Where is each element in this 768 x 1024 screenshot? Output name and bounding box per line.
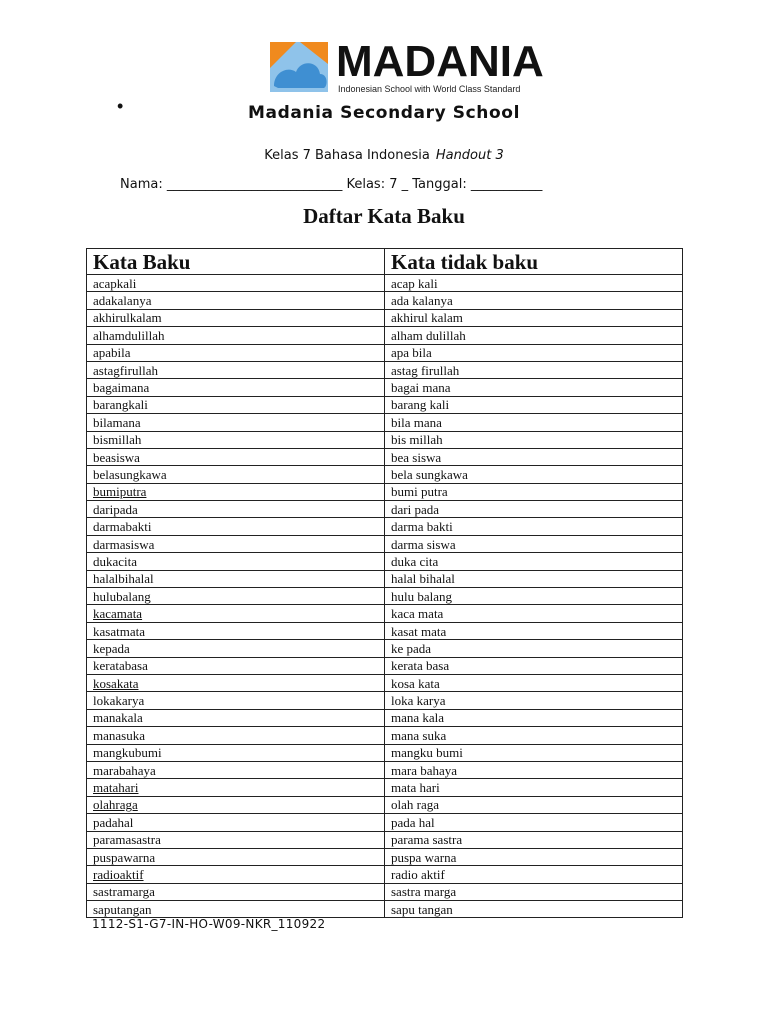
cell-kata-baku: halalbihalal [87,570,385,587]
cell-kata-baku: manakala [87,709,385,726]
vocabulary-table [86,248,683,918]
table-row [87,657,683,674]
table-row [87,344,683,361]
cell-kata-baku: akhirulkalam [87,309,385,326]
cell-kata-tidak-baku: loka karya [385,692,683,709]
cell-kata-tidak-baku: kasat mata [385,622,683,639]
table-row [87,866,683,883]
table-row [87,831,683,848]
cell-kata-tidak-baku: barang kali [385,396,683,413]
cell-kata-baku: bilamana [87,414,385,431]
table-row [87,448,683,465]
cell-kata-tidak-baku: mata hari [385,779,683,796]
cell-kata-baku: paramasastra [87,831,385,848]
cell-kata-tidak-baku: kerata basa [385,657,683,674]
cell-kata-baku: radioaktif [87,866,385,883]
cell-kata-tidak-baku: hulu balang [385,588,683,605]
cell-kata-baku: darmasiswa [87,535,385,552]
cell-kata-baku: darmabakti [87,518,385,535]
cell-kata-baku: bagaimana [87,379,385,396]
cell-kata-baku: astagfirullah [87,361,385,378]
logo-tagline: Indonesian School with World Class Standard [338,84,521,94]
table-row [87,553,683,570]
table-header-row [87,249,683,275]
table-row [87,483,683,500]
table-row [87,848,683,865]
cell-kata-baku: kosakata [87,674,385,691]
table-row [87,674,683,691]
cell-kata-tidak-baku: akhirul kalam [385,309,683,326]
cell-kata-tidak-baku: bea siswa [385,448,683,465]
cell-kata-tidak-baku: ke pada [385,640,683,657]
bullet-mark: • [117,96,124,116]
cell-kata-tidak-baku: puspa warna [385,848,683,865]
cell-kata-baku: barangkali [87,396,385,413]
page-title: Daftar Kata Baku [303,204,465,228]
table-row [87,466,683,483]
cell-kata-tidak-baku: darma siswa [385,535,683,552]
cell-kata-baku: kepada [87,640,385,657]
cell-kata-tidak-baku: bumi putra [385,483,683,500]
cell-kata-baku: apabila [87,344,385,361]
table-row [87,292,683,309]
cell-kata-tidak-baku: radio aktif [385,866,683,883]
table-row [87,709,683,726]
cell-kata-baku: adakalanya [87,292,385,309]
cell-kata-tidak-baku: pada hal [385,814,683,831]
cell-kata-baku: matahari [87,779,385,796]
cell-kata-tidak-baku: darma bakti [385,518,683,535]
table-row [87,605,683,622]
cell-kata-baku: dukacita [87,553,385,570]
cell-kata-baku: acapkali [87,275,385,292]
cell-kata-tidak-baku: duka cita [385,553,683,570]
table-row [87,535,683,552]
table-row [87,379,683,396]
table-row [87,744,683,761]
cell-kata-tidak-baku: acap kali [385,275,683,292]
table-row [87,640,683,657]
cell-kata-baku: bumiputra [87,483,385,500]
cell-kata-baku: alhamdulillah [87,327,385,344]
handout-label: Handout 3 [435,148,504,163]
header-kata-baku: Kata Baku [87,249,385,275]
table-row [87,814,683,831]
header-kata-tidak-baku: Kata tidak baku [385,249,683,275]
cell-kata-tidak-baku: dari pada [385,501,683,518]
cell-kata-tidak-baku: parama sastra [385,831,683,848]
cell-kata-baku: keratabasa [87,657,385,674]
cell-kata-baku: puspawarna [87,848,385,865]
table-row [87,327,683,344]
table-row [87,901,683,918]
school-name: Madania Secondary School [247,103,520,123]
table-body [87,275,683,918]
student-info-line: Nama: ___________________________ Kelas: 7 _ Tanggal: ___________ [120,177,543,192]
table-row [87,570,683,587]
madania-logo [270,37,560,94]
table-row [87,796,683,813]
table-row [87,622,683,639]
table-row [87,779,683,796]
cell-kata-baku: manasuka [87,727,385,744]
cell-kata-baku: olahraga [87,796,385,813]
table-row [87,431,683,448]
table-row [87,518,683,535]
cell-kata-baku: belasungkawa [87,466,385,483]
cell-kata-tidak-baku: bis millah [385,431,683,448]
table-row [87,727,683,744]
cell-kata-tidak-baku: mana suka [385,727,683,744]
cell-kata-baku: mangkubumi [87,744,385,761]
table-row [87,361,683,378]
cell-kata-baku: hulubalang [87,588,385,605]
class-subject-line [0,148,768,163]
document-code: 1112-S1-G7-IN-HO-W09-NKR_110922 [92,917,326,931]
cell-kata-tidak-baku: olah raga [385,796,683,813]
cell-kata-baku: marabahaya [87,761,385,778]
table-row [87,309,683,326]
cell-kata-tidak-baku: mara bahaya [385,761,683,778]
cell-kata-tidak-baku: alham dulillah [385,327,683,344]
class-subject: Kelas 7 Bahasa Indonesia [264,148,430,163]
table-row [87,275,683,292]
cell-kata-baku: daripada [87,501,385,518]
logo-wordmark: MADANIA [336,37,544,86]
cell-kata-tidak-baku: astag firullah [385,361,683,378]
table-row [87,761,683,778]
cell-kata-baku: kacamata [87,605,385,622]
cell-kata-tidak-baku: mangku bumi [385,744,683,761]
cell-kata-baku: saputangan [87,901,385,918]
cell-kata-tidak-baku: bila mana [385,414,683,431]
table-row [87,396,683,413]
cell-kata-tidak-baku: bela sungkawa [385,466,683,483]
table-row [87,692,683,709]
cell-kata-tidak-baku: sapu tangan [385,901,683,918]
cell-kata-tidak-baku: ada kalanya [385,292,683,309]
cell-kata-baku: kasatmata [87,622,385,639]
cell-kata-baku: padahal [87,814,385,831]
cell-kata-tidak-baku: halal bihalal [385,570,683,587]
cell-kata-baku: bismillah [87,431,385,448]
cell-kata-tidak-baku: mana kala [385,709,683,726]
cell-kata-tidak-baku: apa bila [385,344,683,361]
table-row [87,414,683,431]
cell-kata-tidak-baku: kaca mata [385,605,683,622]
table-row [87,588,683,605]
cell-kata-baku: sastramarga [87,883,385,900]
cell-kata-baku: beasiswa [87,448,385,465]
madania-logo-mark-icon [270,42,328,92]
table-row [87,883,683,900]
cell-kata-tidak-baku: bagai mana [385,379,683,396]
table-row [87,501,683,518]
cell-kata-baku: lokakarya [87,692,385,709]
cell-kata-tidak-baku: kosa kata [385,674,683,691]
cell-kata-tidak-baku: sastra marga [385,883,683,900]
